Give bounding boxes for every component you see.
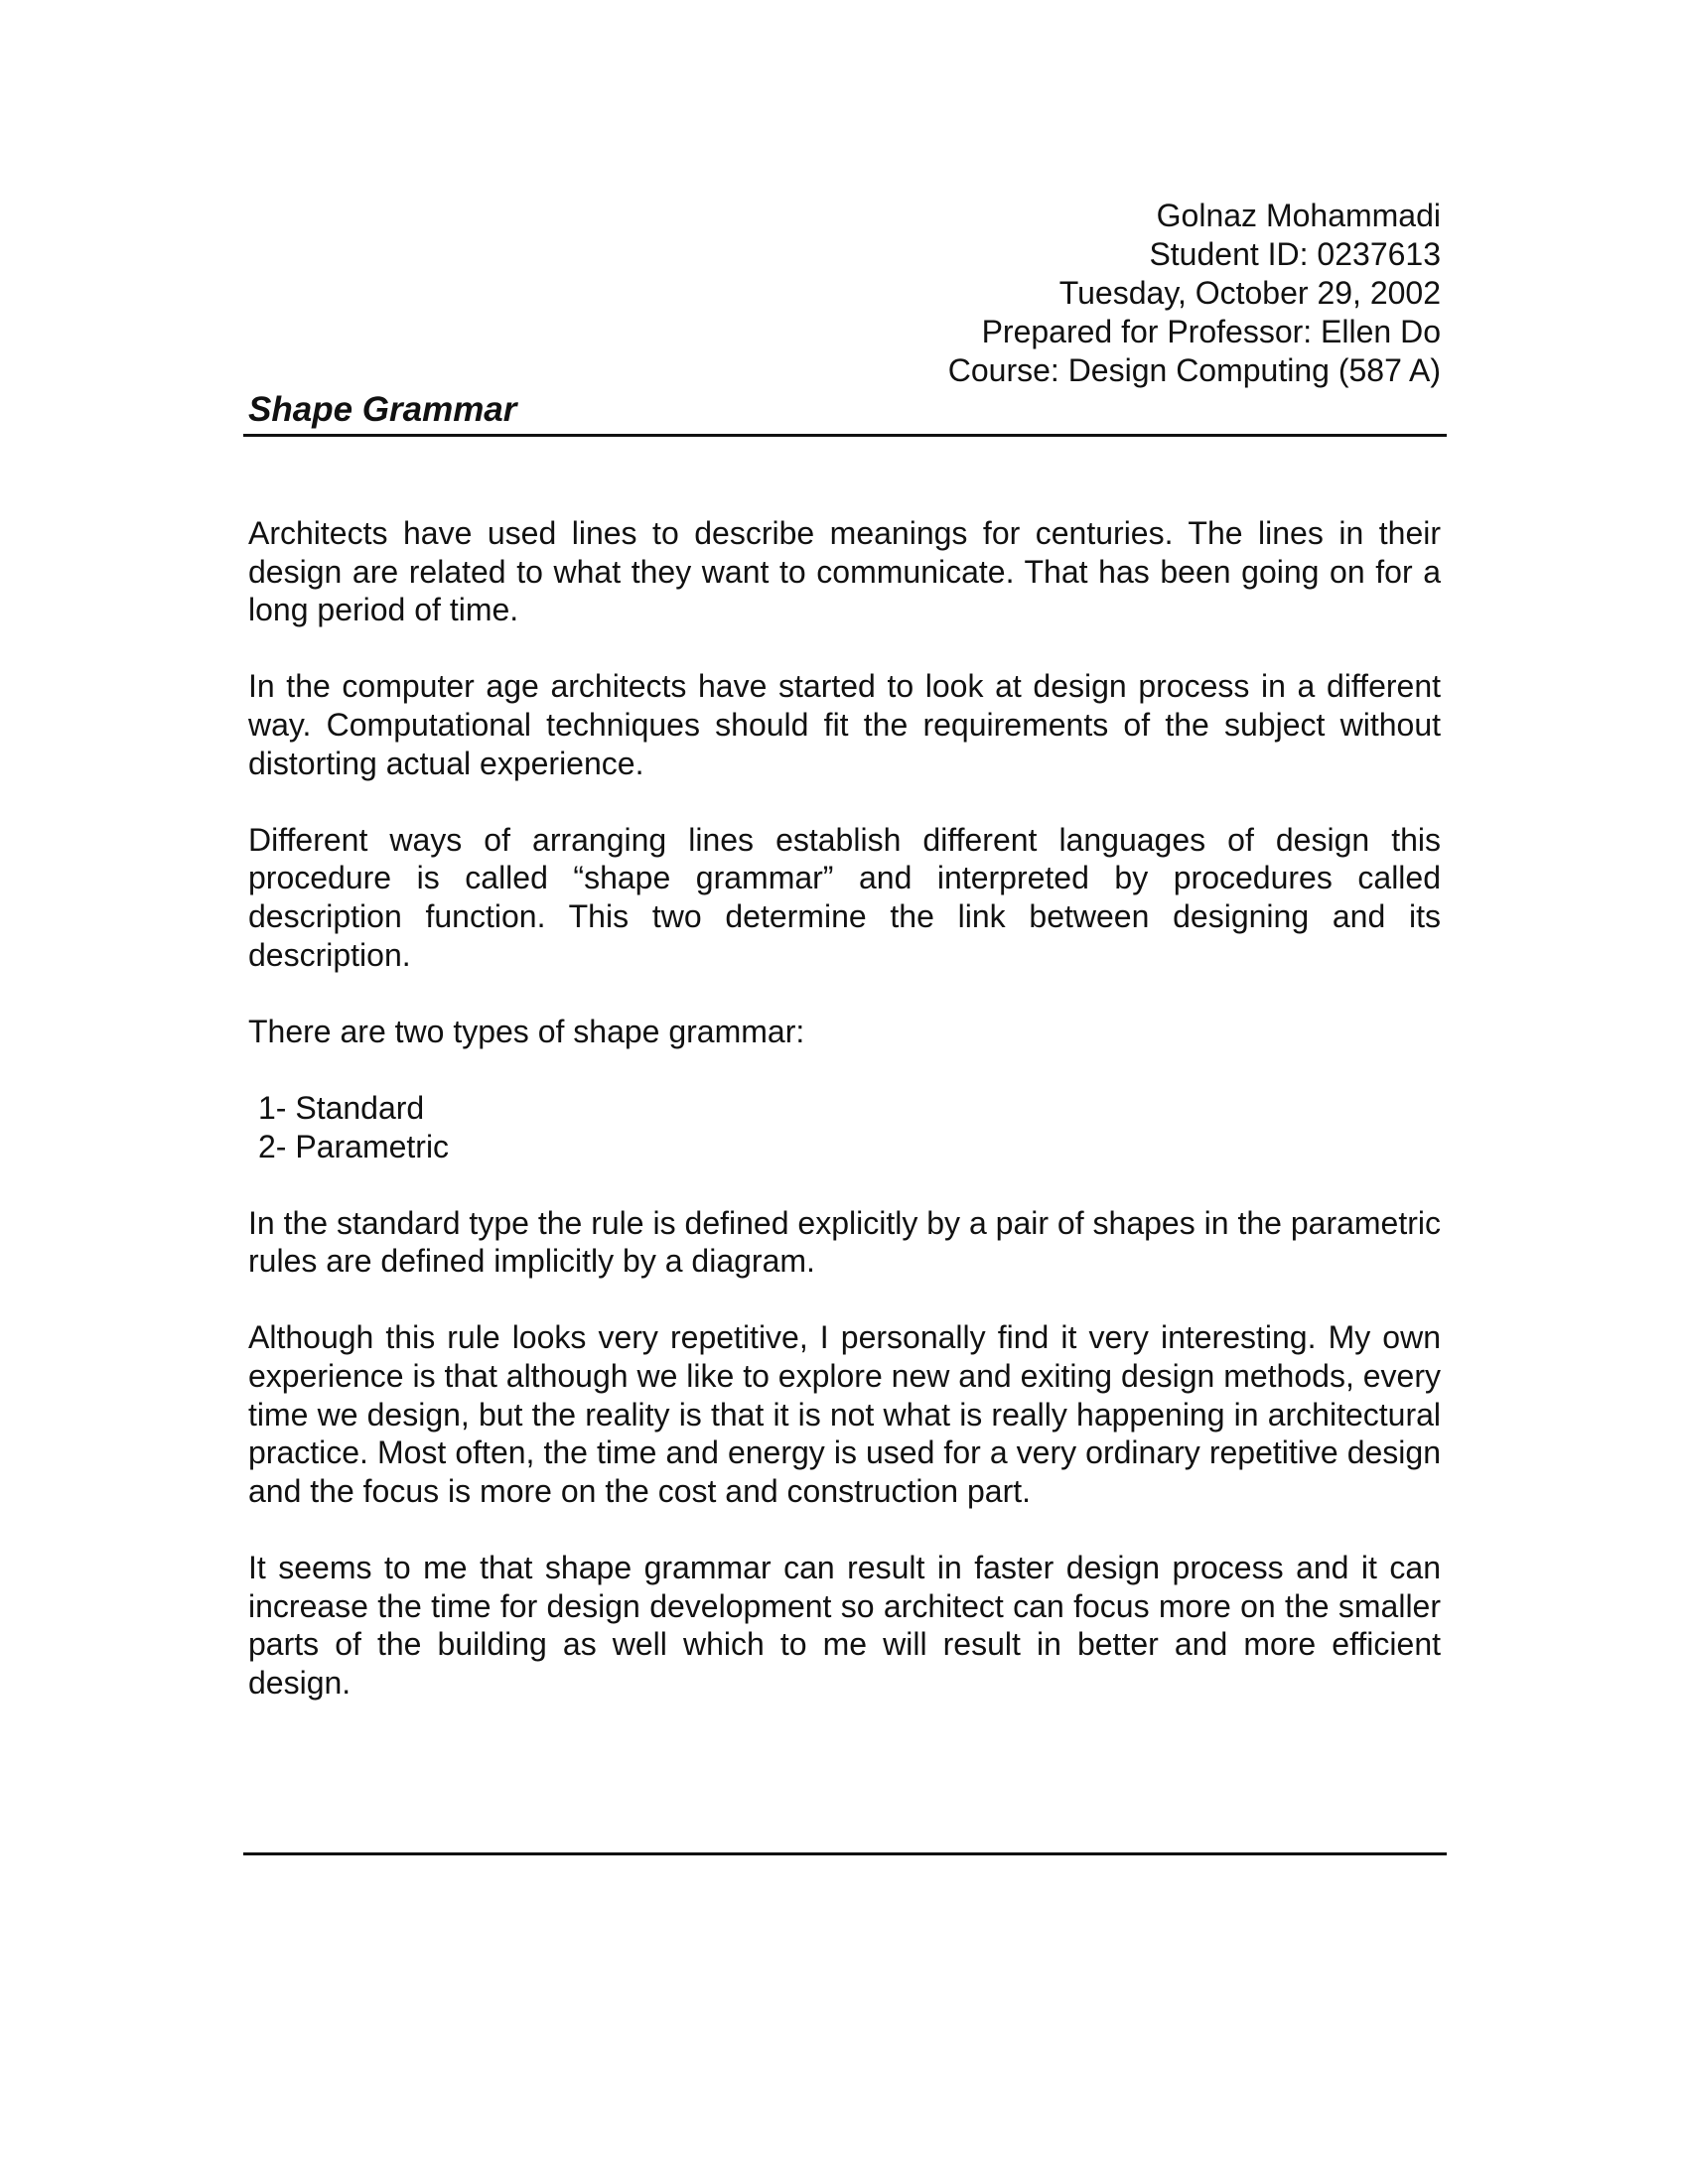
grammar-types-list: [248, 1089, 1441, 1165]
document-body: [248, 514, 1441, 1702]
course-name: Course: Design Computing (587 A): [947, 352, 1441, 388]
paragraph: Different ways of arranging lines establish different languages of design this procedure is called “shape grammar” and interpreted by procedures called description function. This two determine the link between designing and its description.: [248, 821, 1441, 973]
list-item: 2- Parametric: [258, 1128, 450, 1164]
paragraph: It seems to me that shape grammar can result in faster design process and it can increase the time for design development so architect can focus more on the smaller parts of the building as well which to me will result in better and more efficient design.: [248, 1550, 1441, 1701]
paragraph: There are two types of shape grammar:: [248, 1013, 805, 1049]
author-name: Golnaz Mohammadi: [1156, 198, 1441, 233]
list-item: 1- Standard: [258, 1089, 425, 1126]
paragraph: In the standard type the rule is defined explicitly by a pair of shapes in the parametric rules are defined implicitly by a diagram.: [248, 1204, 1441, 1280]
author-info-block: [933, 197, 1441, 390]
paragraph: In the computer age architects have started to look at design process in a different way. Computational techniques should fit the requirements of the subject without distorting actual experience.: [248, 668, 1441, 781]
paragraph: Although this rule looks very repetitive, I personally find it very interesting. My own experience is that although we like to explore new and exiting design methods, every time we design, but the reality is that it is not what is really happening in architectural practice. Most often, the time and energy is used for a very ordinary repetitive design and the focus is more on the cost and construction part.: [248, 1319, 1441, 1509]
document-date: Tuesday, October 29, 2002: [1058, 275, 1441, 311]
paragraph: Architects have used lines to describe meanings for centuries. The lines in their design are related to what they want to communicate. That has been going on for a long period of time.: [248, 515, 1441, 628]
document-title: Shape Grammar: [248, 390, 517, 429]
prepared-for: Prepared for Professor: Ellen Do: [981, 314, 1441, 349]
title-divider-line: [243, 434, 1447, 437]
footer-divider-line: [243, 1852, 1447, 1855]
student-id: Student ID: 0237613: [1149, 236, 1441, 272]
